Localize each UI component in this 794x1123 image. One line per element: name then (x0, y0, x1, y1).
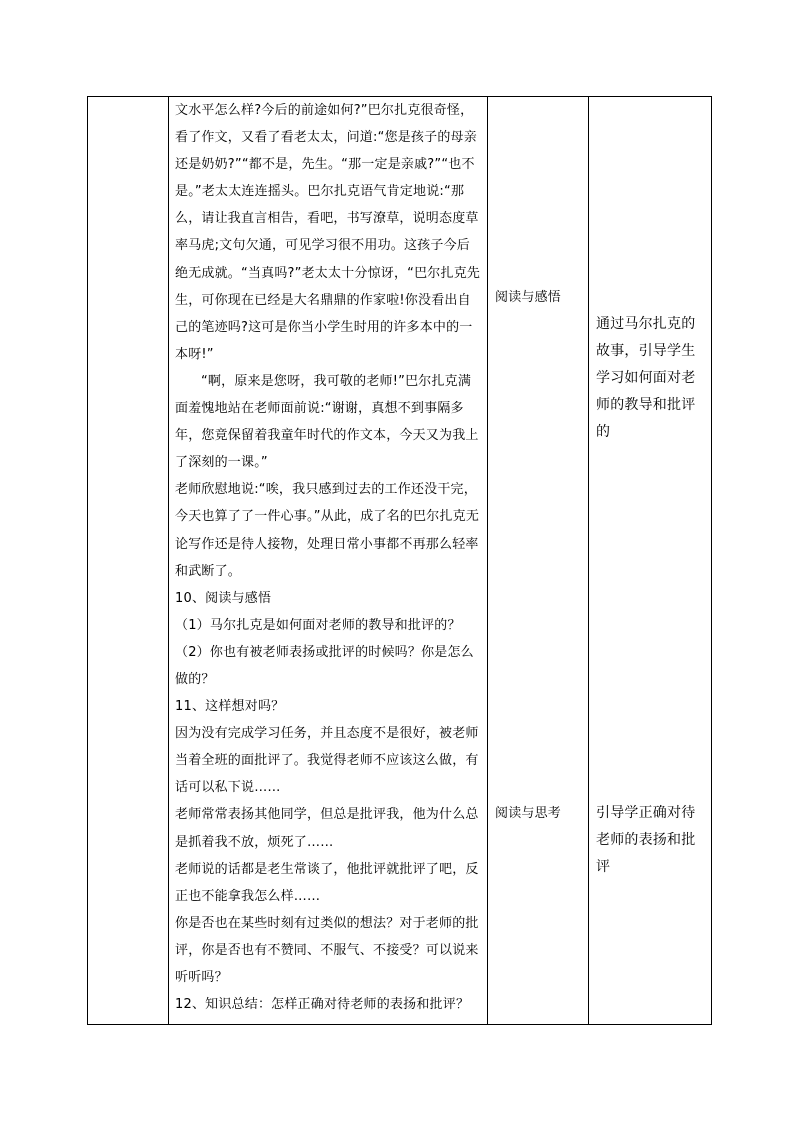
section-10-question-2: （2）你也有被老师表扬或批评的时候吗？你是怎么做的？ (175, 644, 474, 687)
goal-cell (589, 97, 712, 1025)
story-paragraph-1: 文水平怎么样?今后的前途如何?”巴尔扎克很奇怪，看了作文，又看了看老太太，问道:“您是孩子的母亲还是奶奶?”“都不是，先生。“那一定是亲戚?”“也不是。”老太太连连摇头。巴尔扎克语气肯定地说:“那么，请让我直言相告，看吧，书写潦草，说明态度草率马虎;文句欠通，可见学习很不用功。这孩子今后绝无成就。“当真吗?”老太太十分惊讶，“巴尔扎克先生，可你现在已经是大名鼎鼎的作家啦!你没看出自己的笔迹吗?这可是你当小学生时用的许多本中的一本呀!” (175, 103, 481, 362)
lesson-table (87, 96, 712, 1025)
section-11-heading: 11、这样想对吗？ (175, 699, 285, 715)
goal-text-1: 通过马尔扎克的故事，引导学生学习如何面对老师的教导和批评的 (596, 316, 696, 441)
section-11-paragraph-2: 老师常常表扬其他同学，但总是批评我，他为什么总是抓着我不放，烦死了…… (175, 807, 479, 850)
section-11-paragraph-4: 你是否也在某些时刻有过类似的想法？对于老师的批评，你是否也有不赞同、不服气、不接受？可以说来听听吗？ (175, 915, 479, 985)
empty-column-cell (88, 97, 169, 1025)
section-11-paragraph-1: 因为没有完成学习任务，并且态度不是很好，被老师当着全班的面批评了。我觉得老师不应该这么做，有话可以私下说…… (175, 726, 479, 796)
section-11-paragraph-3: 老师说的话都是老生常谈了，他批评就批评了吧，反正也不能拿我怎么样…… (175, 861, 479, 904)
activity-label-1: 阅读与感悟 (495, 290, 562, 305)
section-12-heading: 12、知识总结：怎样正确对待老师的表扬和批评？ (175, 997, 470, 1013)
story-paragraph-2: “啊，原来是您呀，我可敬的老师!”巴尔扎克满面羞愧地站在老师面前说:“谢谢，真想不到事隔多年，您竟保留着我童年时代的作文本，今天又为我上了深刻的一课。” (175, 373, 479, 471)
story-paragraph-3: 老师欣慰地说:“唉，我只感到过去的工作还没干完，今天也算了了一件心事。”从此，成了名的巴尔扎克无论写作还是待人接物，处理日常小事都不再那么轻率和武断了。 (175, 482, 480, 579)
content-text (175, 97, 483, 1018)
activity-label-2: 阅读与思考 (495, 806, 562, 821)
section-10-question-1: （1）马尔扎克是如何面对老师的教导和批评的？ (175, 617, 461, 633)
content-cell (169, 97, 488, 1025)
activity-cell (488, 97, 589, 1025)
goal-text-2: 引导学正确对待老师的表扬和批评 (596, 805, 696, 876)
section-10-heading: 10、阅读与感悟 (175, 590, 272, 606)
